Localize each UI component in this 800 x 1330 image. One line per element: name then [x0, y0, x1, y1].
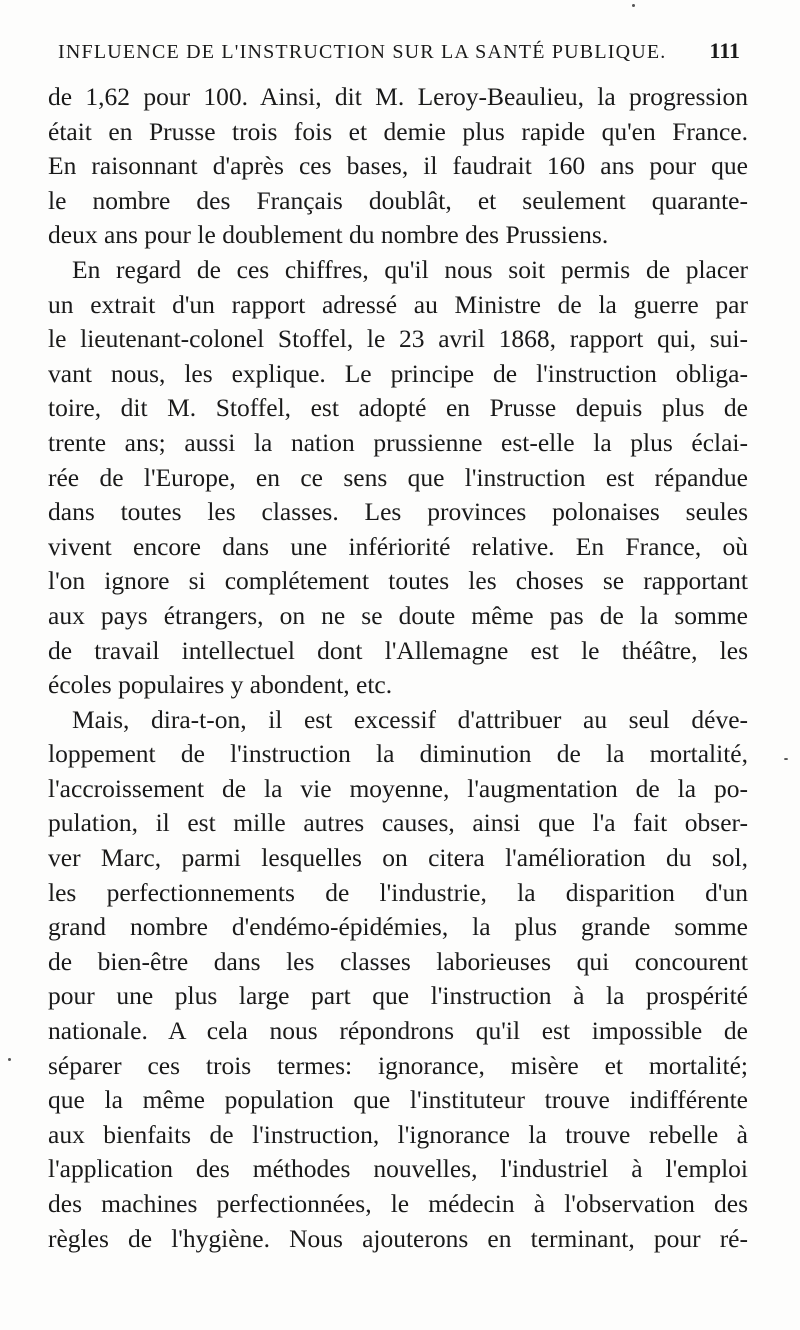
paragraph-start-line: Mais, dira-t-on, il est excessif d'attribuer au seul déve-	[72, 704, 748, 734]
text-line: trente ans; aussi la nation prussienne est-elle la plus éclai-	[48, 427, 748, 457]
text-line: grand nombre d'endémo-épidémies, la plus grande somme	[48, 912, 748, 942]
page-number: 111	[709, 38, 740, 63]
text-line: écoles populaires y abondent, etc.	[48, 670, 393, 700]
text-line: séparer ces trois termes: ignorance, misère et mortalité;	[48, 1050, 748, 1080]
text-line: règles de l'hygiène. Nous ajouterons en terminant, pour ré-	[48, 1223, 748, 1253]
body-text	[48, 80, 748, 1256]
print-speck	[632, 4, 635, 7]
running-title: INFLUENCE DE L'INSTRUCTION SUR LA SANTÉ PUBLIQUE.	[58, 41, 667, 63]
text-line: l'application des méthodes nouvelles, l'industriel à l'emploi	[48, 1154, 748, 1184]
paragraph-start-line: En regard de ces chiffres, qu'il nous soit permis de placer	[72, 254, 748, 284]
text-line: pulation, il est mille autres causes, ainsi que l'a fait obser-	[48, 808, 748, 838]
text-line: vant nous, les explique. Le principe de l'instruction obliga-	[48, 358, 748, 388]
running-head	[58, 38, 740, 72]
text-line: de 1,62 pour 100. Ainsi, dit M. Leroy-Beaulieu, la progression	[48, 82, 748, 111]
text-line: de bien-être dans les classes laborieuses qui concourent	[48, 946, 748, 976]
text-line: rée de l'Europe, en ce sens que l'instruction est répandue	[48, 462, 748, 492]
text-line: loppement de l'instruction la diminution de la mortalité,	[48, 739, 748, 769]
text-line: le nombre des Français doublât, et seulement quarante-	[48, 185, 748, 215]
print-speck	[784, 758, 788, 760]
text-line: l'on ignore si complétement toutes les choses se rapportant	[48, 566, 748, 596]
text-line: le lieutenant-colonel Stoffel, le 23 avril 1868, rapport qui, sui-	[48, 324, 748, 354]
text-line: un extrait d'un rapport adressé au Ministre de la guerre par	[48, 289, 748, 319]
text-line: En raisonnant d'après ces bases, il faudrait 160 ans pour que	[48, 151, 748, 181]
print-speck	[8, 1058, 11, 1061]
text-line: vivent encore dans une infériorité relative. En France, où	[48, 531, 748, 561]
text-line: l'accroissement de la vie moyenne, l'augmentation de la po-	[48, 773, 748, 803]
text-line: aux bienfaits de l'instruction, l'ignorance la trouve rebelle à	[48, 1119, 748, 1149]
text-line: deux ans pour le doublement du nombre des Prussiens.	[48, 220, 609, 250]
text-line: toire, dit M. Stoffel, est adopté en Prusse depuis plus de	[48, 393, 748, 423]
text-line: dans toutes les classes. Les provinces polonaises seules	[48, 497, 748, 527]
text-line: de travail intellectuel dont l'Allemagne est le théâtre, les	[48, 635, 748, 665]
text-line: les perfectionnements de l'industrie, la disparition d'un	[48, 877, 748, 907]
text-line: était en Prusse trois fois et demie plus rapide qu'en France.	[48, 116, 748, 146]
text-line: pour une plus large part que l'instruction à la prospérité	[48, 981, 748, 1011]
text-line: ver Marc, parmi lesquelles on citera l'amélioration du sol,	[48, 843, 748, 873]
text-line: des machines perfectionnées, le médecin à l'observation des	[48, 1189, 748, 1218]
text-line: nationale. A cela nous répondrons qu'il est impossible de	[48, 1016, 748, 1046]
text-line: aux pays étrangers, on ne se doute même pas de la somme	[48, 600, 748, 630]
text-line: que la même population que l'instituteur trouve indifférente	[48, 1085, 748, 1115]
